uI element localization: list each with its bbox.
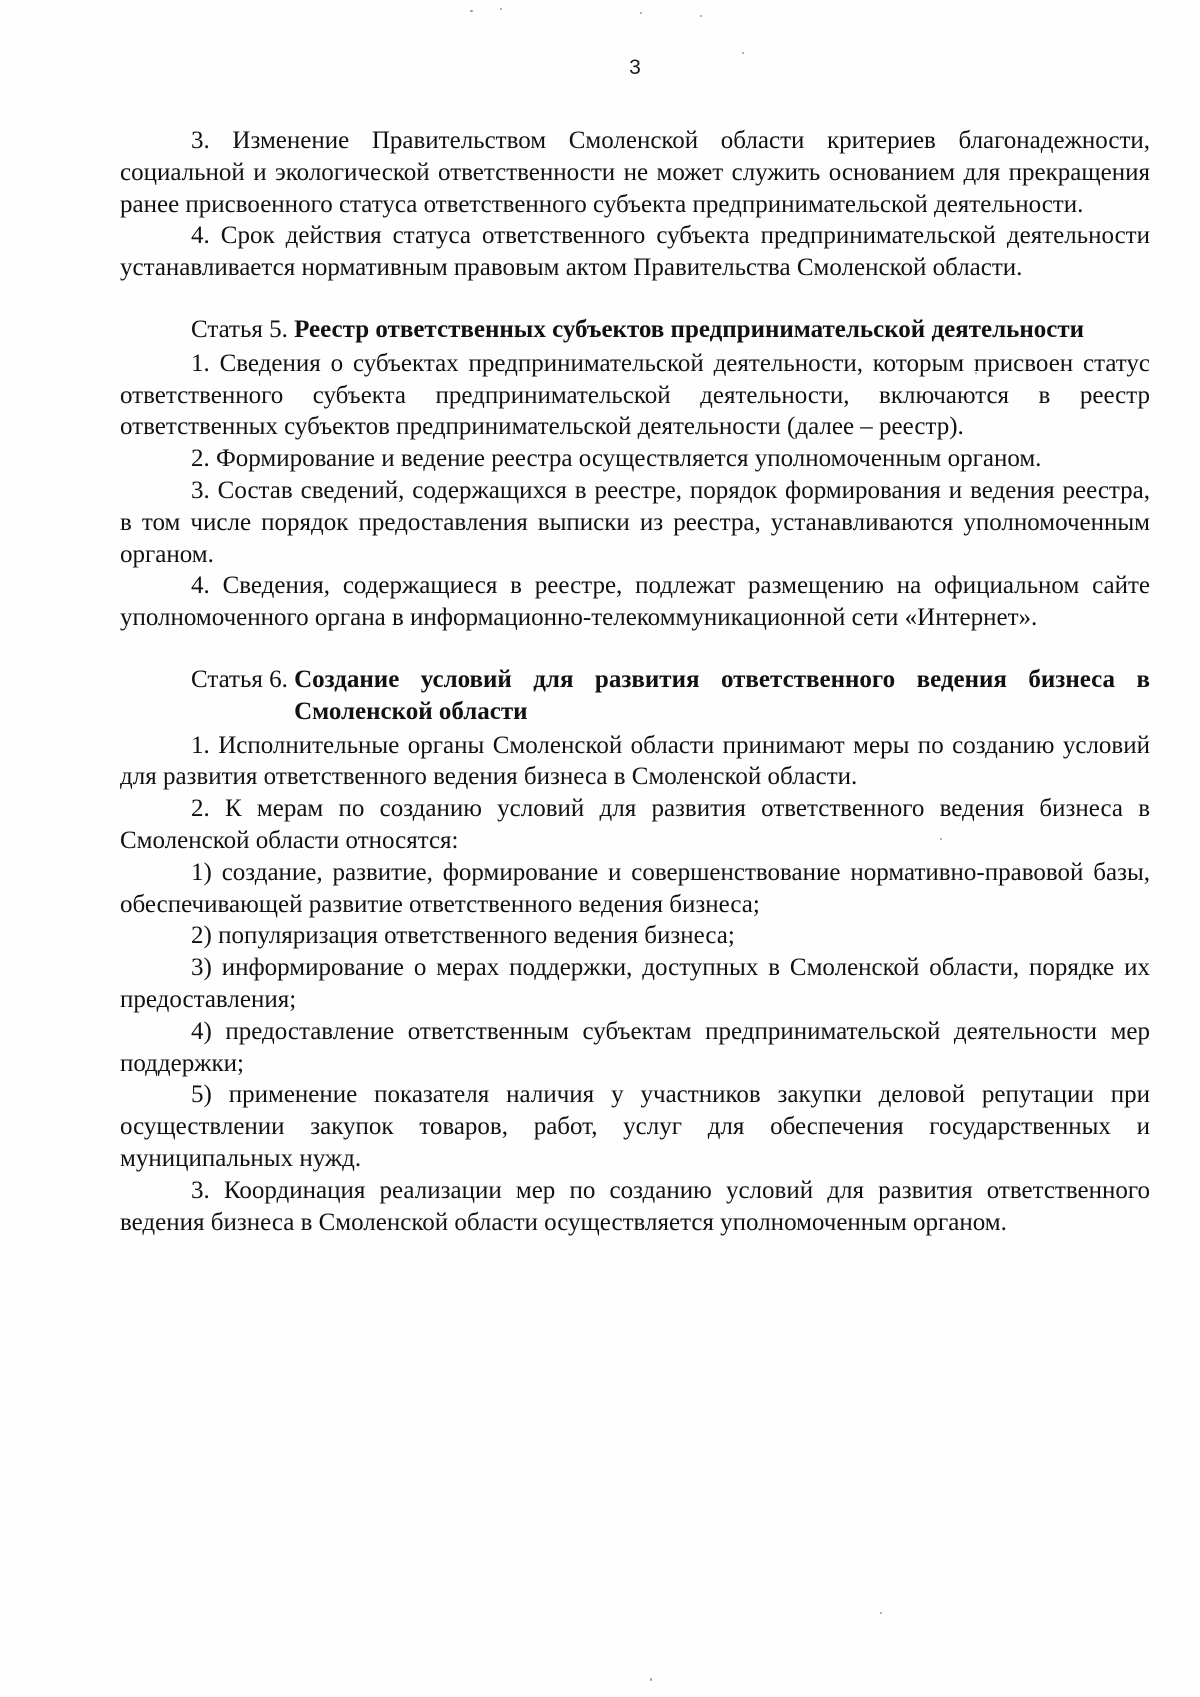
article-label: Статья 5. (191, 315, 295, 343)
scan-speck (880, 1612, 882, 1614)
scan-speck (700, 15, 702, 17)
paragraph: 3. Изменение Правительством Смоленской области критериев благонадежности, социальной и экологической ответственности не может служить основанием для прекращения ранее присвоенного статуса ответственного субъекта предпринимательской деятельности. (120, 127, 1150, 218)
scan-speck (640, 12, 642, 14)
article-label: Статья 6. (191, 665, 295, 693)
paragraph: 2. К мерам по созданию условий для развития ответственного ведения бизнеса в Смоленской области относятся: (120, 795, 1150, 854)
paragraph: 4. Срок действия статуса ответственного субъекта предпринимательской деятельности устанавливается нормативным правовым актом Правительства Смоленской области. (120, 222, 1150, 282)
scan-speck (742, 52, 744, 54)
paragraph: 1. Исполнительные органы Смоленской области принимают меры по созданию условий для развития ответственного ведения бизнеса в Смоленской области. (120, 731, 1150, 791)
paragraph: 3. Координация реализации мер по созданию условий для развития ответственного ведения бизнеса в Смоленской области осуществляется уполномоченным органом. (120, 1176, 1150, 1236)
paragraph: 3. Состав сведений, содержащихся в реестре, порядок формирования и ведения реестра, в том числе порядок предоставления выписки из реестра, устанавливаются уполномоченным органом. (120, 476, 1150, 568)
paragraph: 1) создание, развитие, формирование и совершенствование нормативно-правовой базы, обеспечивающей развитие ответственного ведения бизнеса; (120, 858, 1150, 918)
scan-speck (650, 1678, 652, 1681)
paragraph: 1. Сведения о субъектах предпринимательской деятельности, которым присвоен статус ответственного субъекта предпринимательской деятельности, включаются в реестр ответственных субъектов предпринимательской деятельности (далее – реестр). (120, 349, 1150, 441)
article-heading (120, 314, 1150, 346)
document-body (120, 125, 1150, 1238)
paragraph: 2. Формирование и ведение реестра осуществляется уполномоченным органом. (191, 445, 1042, 473)
scan-speck (500, 8, 502, 10)
page-number: 3 (629, 56, 641, 79)
article-heading (120, 664, 1150, 728)
article-title: Создание условий для развития ответственного ведения бизнеса в Смоленской области (294, 665, 1150, 725)
paragraph: 4) предоставление ответственным субъектам предпринимательской деятельности мер поддержки; (120, 1017, 1150, 1077)
scan-speck (470, 10, 473, 12)
paragraph: 2) популяризация ответственного ведения бизнеса; (191, 922, 735, 950)
paragraph: 3) информирование о мерах поддержки, доступных в Смоленской области, порядке их предоставления; (120, 954, 1150, 1013)
article-title: Реестр ответственных субъектов предпринимательской деятельности (294, 315, 1085, 343)
paragraph: 4. Сведения, содержащиеся в реестре, подлежат размещению на официальном сайте уполномоченного органа в информационно-телекоммуникационной сети «Интернет». (120, 572, 1150, 632)
paragraph: 5) применение показателя наличия у участников закупки деловой репутации при осуществлении закупок товаров, работ, услуг для обеспечения государственных и муниципальных нужд. (120, 1081, 1150, 1172)
